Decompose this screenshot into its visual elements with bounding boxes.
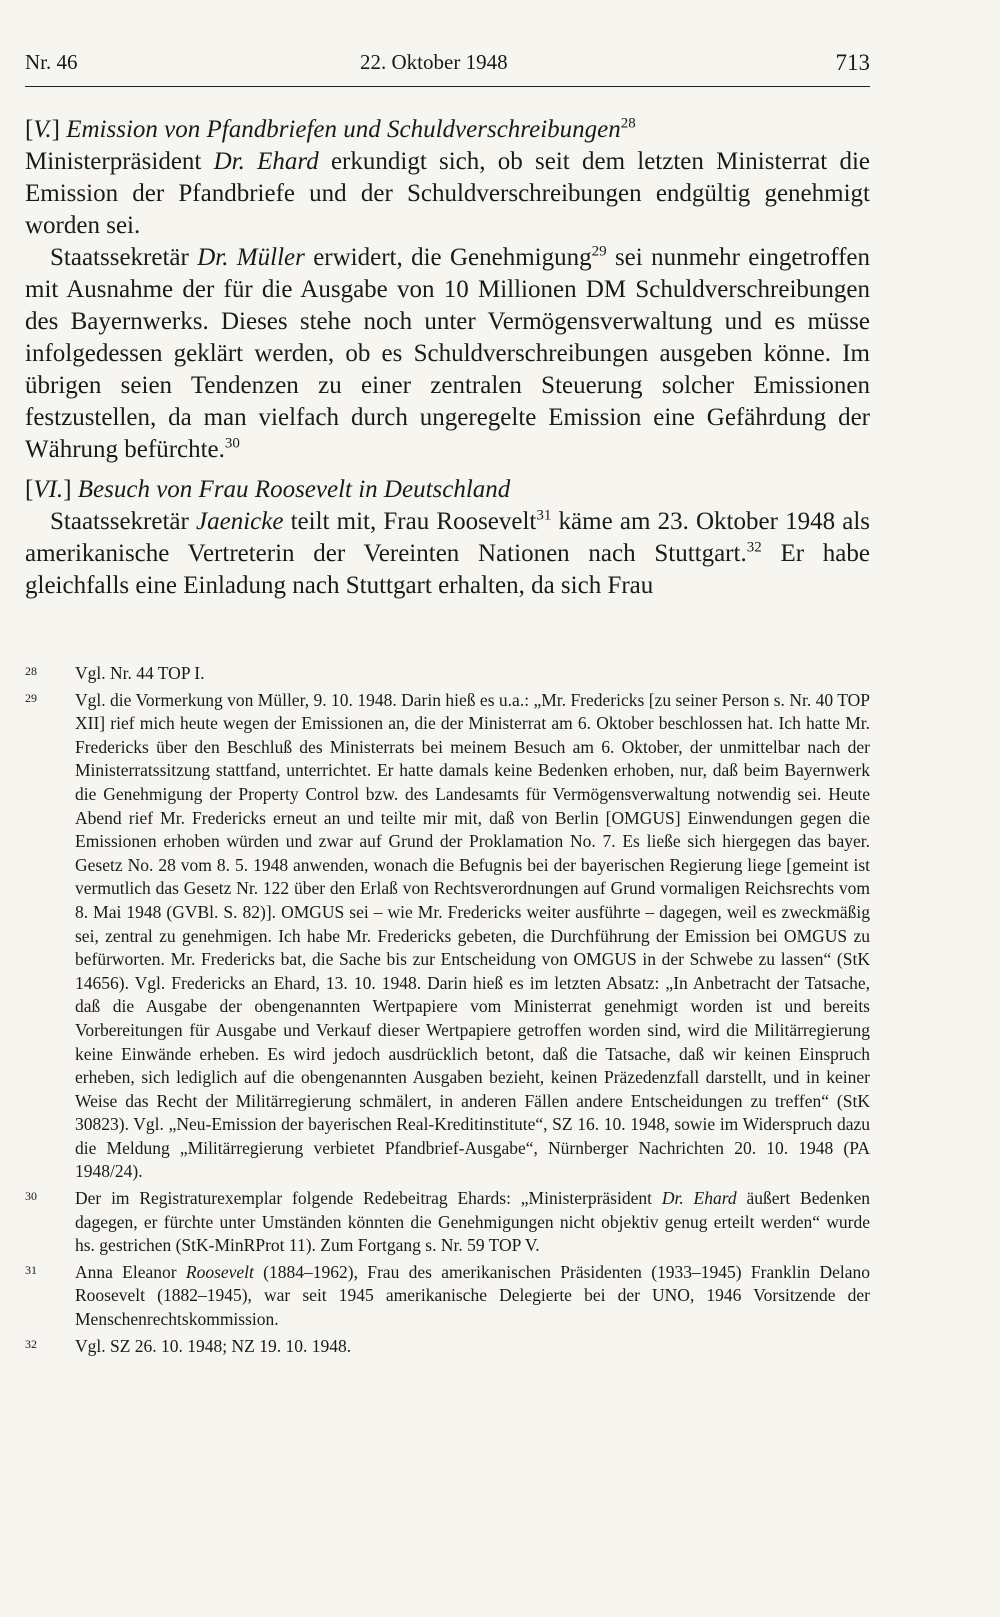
section-v-number: V. <box>33 116 52 143</box>
section-vi-bracket-close: ] <box>63 476 72 503</box>
main-text <box>25 114 870 602</box>
page-header <box>25 50 870 82</box>
speaker-name: Dr. Ehard <box>213 148 319 175</box>
footnote-ref-28: 28 <box>620 115 636 132</box>
footnote-ref-31: 31 <box>536 507 552 524</box>
para-text: teilt mit, Frau Roosevelt <box>283 508 537 535</box>
footnote-number: 31 <box>25 1262 37 1277</box>
footnote-ref-30: 30 <box>224 435 240 452</box>
speaker-name: Dr. Müller <box>197 244 305 271</box>
footnote-ref-29: 29 <box>591 243 607 260</box>
para-text: sei nunmehr eingetroffen mit Ausnahme der für die Ausgabe von 10 Millionen DM Schuldverschreibungen des Bayernwerks. Dieses stehe noch unter Vermögensverwaltung und es müsse infolgedessen geklärt werden, ob es Schuldverschreibungen ausgeben könne. Im übrigen seien Tendenzen zu einer zentralen Steuerung solcher Emissionen festzustellen, da man vielfach durch ungeregelte Emission eine Gefährdung der Währung befürchte. <box>25 244 870 463</box>
para-text: Staatssekretär <box>50 508 196 535</box>
footnote-31 <box>25 1261 870 1332</box>
footnotes <box>25 662 870 1361</box>
footnote-32 <box>25 1335 870 1359</box>
footnote-name: Roosevelt <box>185 1261 254 1282</box>
section-v-heading <box>25 114 870 146</box>
para-text: Ministerpräsident <box>25 148 214 175</box>
para-text: erkundigt sich, ob seit dem letzten Ministerrat die Emission der Pfandbriefe und der Schuldverschreibungen endgültig genehmigt worden sei. <box>25 148 870 239</box>
speaker-name: Jaenicke <box>196 508 284 535</box>
footnote-29 <box>25 689 870 1184</box>
header-date: 22. Oktober 1948 <box>360 50 508 74</box>
footnote-number: 29 <box>25 690 37 705</box>
footnote-text: (1884–1962), Frau des amerikanischen Präsidenten (1933–1945) Franklin Delano Roosevelt (1882–1945), war seit 1945 amerikanische Delegierte bei der UNO, 1946 Vorsitzende der Menschenrechtskommission. <box>75 1261 870 1330</box>
footnote-number: 32 <box>25 1336 37 1351</box>
section-v-bracket-close: ] <box>51 116 60 143</box>
section-vi-heading <box>25 474 870 506</box>
section-v-paragraph-1 <box>25 146 870 242</box>
para-text: käme am 23. Oktober 1948 als amerikanische Vertreterin der Vereinten Nationen nach Stuttgart. <box>25 508 871 567</box>
footnote-text: Vgl. SZ 26. 10. 1948; NZ 19. 10. 1948. <box>75 1335 352 1356</box>
section-v-bracket-open: [ <box>25 116 34 143</box>
header-rule <box>25 86 870 87</box>
footnote-text: Vgl. die Vormerkung von Müller, 9. 10. 1948. Darin hieß es u.a.: „Mr. Fredericks [zu seiner Person s. Nr. 40 TOP XII] rief mich heute wegen der Emissionen an, die der Ministerrat am 6. Oktober beschlossen hat. Ich hatte Mr. Fredericks über den Beschluß des Ministerrats bei meinem Besuch am 6. Oktober, der unmittelbar nach der Ministerratssitzung stattfand, unterrichtet. Er hatte damals keine Bedenken erhoben, nur, daß beim Bayernwerk die Genehmigung der Property Control bzw. des Landesamts für Vermögensverwaltung notwendig sei. Heute Abend rief Mr. Fredericks erneut an und teilte mir mit, daß von Berlin [OMGUS] Einwendungen gegen die Emissionen erhoben würden und zwar auf Grund der Proklamation No. 7. Es ließe sich hiergegen das bayer. Gesetz No. 28 vom 8. 5. 1948 anwenden, wonach die Befugnis bei der bayerischen Regierung liege [gemeint ist vermutlich das Gesetz Nr. 122 über den Erlaß von Rechtsverordnungen auf Grund vormaligen Reichsrechts vom 8. Mai 1948 (GVBl. S. 82)]. OMGUS sei – wie Mr. Fredericks weiter ausführte – dagegen, weil es zweckmäßig sei, zentral zu genehmigen. Ich habe Mr. Fredericks gebeten, die Durchführung der Emission bei OMGUS zu befürworten. Mr. Fredericks bat, die Sache bis zur Entscheidung von OMGUS in der Schwebe zu lassen“ (StK 14656). Vgl. Fredericks an Ehard, 13. 10. 1948. Darin hieß es im letzten Absatz: „In Anbetracht der Tatsache, daß die Ausgabe der obengenannten Wertpapiere vom Ministerrat genehmigt worden ist und bereits Vorbereitungen für Ausgabe und Verkauf dieser Wertpapiere getroffen worden sind, wird die Militärregierung keine Einwände erheben. Es wird jedoch ausdrücklich betont, daß die Tatsache, daß wir keinen Einspruch erheben, sich lediglich auf die obengenannten Ausgaben bezieht, keinen Präzedenzfall darstellt, und in keiner Weise das Recht der Militärregierung schmälert, in anderen Fällen andere Entscheidungen zu treffen“ (StK 30823). Vgl. „Neu-Emission der bayerischen Real-Kreditinstitute“, SZ 16. 10. 1948, sowie im Widerspruch dazu die Meldung „Militärregierung verbietet Pfandbrief-Ausgabe“, Nürnberger Nachrichten 20. 10. 1948 (PA 1948/24). <box>75 689 870 1182</box>
footnote-text: Anna Eleanor <box>75 1261 186 1282</box>
section-vi-number: VI. <box>33 476 64 503</box>
page-number: 713 <box>835 50 870 75</box>
para-text: Er habe gleichfalls eine Einladung nach Stuttgart erhalten, da sich Frau <box>25 540 870 599</box>
section-v-paragraph-2 <box>25 242 870 466</box>
footnote-text: äußert Bedenken dagegen, er fürchte unter Umständen könnten die Genehmigungen nicht objektiv genug erteilt werden“ wurde hs. gestrichen (StK-MinRProt 11). Zum Fortgang s. Nr. 59 TOP V. <box>75 1188 871 1256</box>
para-text: Staatssekretär <box>50 244 198 271</box>
section-vi-paragraph-1 <box>25 506 870 602</box>
document-number: Nr. 46 <box>25 50 78 74</box>
footnote-number: 30 <box>25 1189 37 1204</box>
section-v-title: Emission von Pfandbriefen und Schuldverschreibungen <box>66 116 621 143</box>
footnote-28 <box>25 662 870 686</box>
section-vi-bracket-open: [ <box>25 476 34 503</box>
footnote-ref-32: 32 <box>746 539 762 556</box>
footnote-text: Der im Registraturexemplar folgende Redebeitrag Ehards: „Ministerpräsident <box>75 1188 662 1209</box>
footnote-30 <box>25 1187 870 1258</box>
footnote-number: 28 <box>25 664 37 678</box>
footnote-name: Dr. Ehard <box>661 1188 737 1209</box>
para-text: erwidert, die Genehmigung <box>304 244 592 271</box>
section-vi-title: Besuch von Frau Roosevelt in Deutschland <box>77 476 511 503</box>
footnote-text: Vgl. Nr. 44 TOP I. <box>75 663 205 683</box>
